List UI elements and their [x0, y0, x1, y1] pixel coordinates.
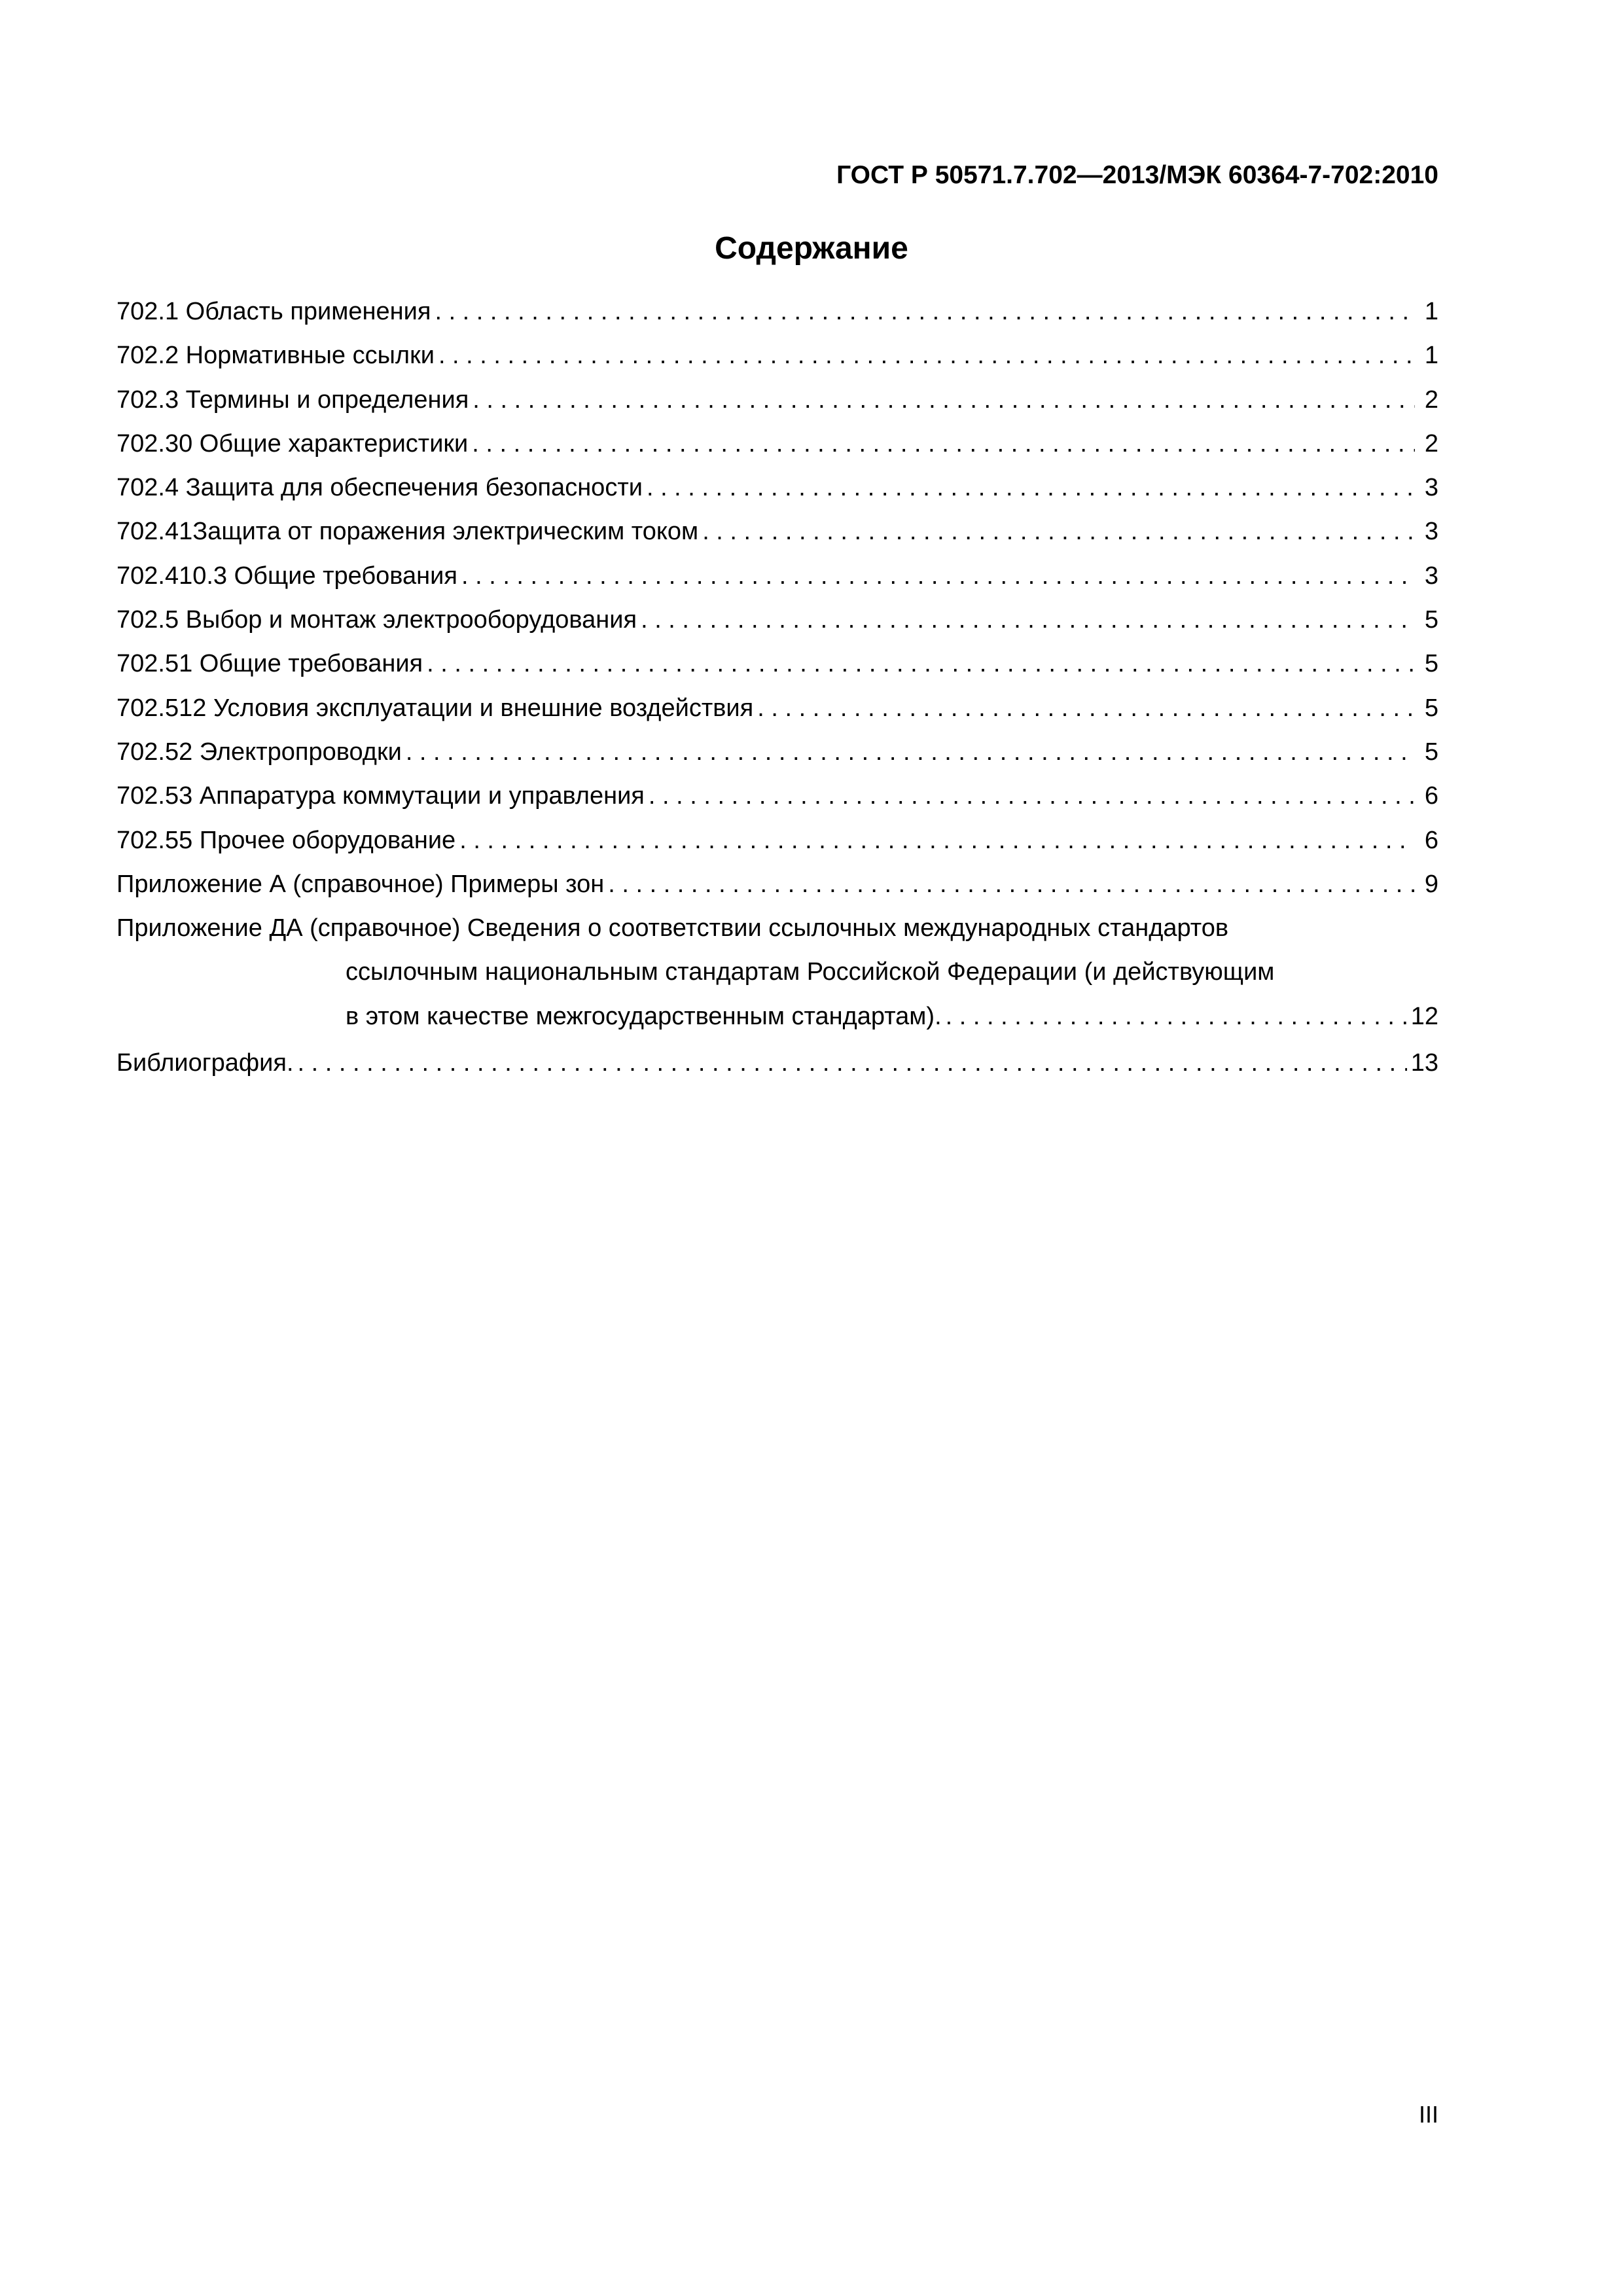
- dot-leader: [645, 782, 1415, 810]
- toc-entry-number: 702.30: [116, 429, 193, 457]
- toc-entry-title: Электропроводки: [199, 738, 402, 766]
- toc-entry[interactable]: [116, 606, 1438, 650]
- dot-leader: [643, 474, 1415, 502]
- dot-leader: [457, 562, 1415, 590]
- toc-entry-page: 6: [1424, 782, 1438, 810]
- toc-entry-title: Общие требования: [234, 562, 457, 590]
- toc-entry-number: 702.1: [116, 298, 179, 325]
- toc-entry-title: Область применения: [185, 298, 431, 325]
- toc-entry-title: Защита от поражения электрическим током: [192, 518, 699, 546]
- document-code: ГОСТ Р 50571.7.702—2013/МЭК 60364-7-702:2010: [836, 161, 1438, 189]
- toc-entry-page: 6: [1424, 826, 1438, 854]
- toc-entry[interactable]: [116, 827, 1438, 870]
- toc-entry-title: Общие характеристики: [199, 429, 469, 457]
- dot-leader: [435, 342, 1415, 370]
- toc-entry-bibliography[interactable]: [116, 1049, 1438, 1093]
- toc-entry[interactable]: [116, 474, 1438, 518]
- toc-entry-page: 9: [1424, 870, 1438, 898]
- toc-title: Содержание: [715, 231, 908, 266]
- dot-leader: [753, 694, 1415, 723]
- toc-entry-appendix-a[interactable]: [116, 870, 1438, 914]
- toc-entry-title: Библиография.: [116, 1049, 294, 1077]
- dot-leader: [423, 650, 1415, 678]
- toc-entry-number: 702.52: [116, 738, 193, 766]
- dot-leader: [468, 430, 1415, 458]
- table-of-contents: [116, 298, 1438, 1093]
- toc-entry-title: Общие требования: [199, 650, 423, 678]
- toc-entry-page: 3: [1424, 518, 1438, 546]
- toc-entry-number: 702.55: [116, 826, 193, 854]
- toc-entry-title-line2: ссылочным национальным стандартам Российской Федерации (и действующим: [346, 958, 1275, 986]
- toc-entry-number: 702.512: [116, 694, 207, 722]
- toc-entry-page: 5: [1424, 738, 1438, 766]
- toc-entry-title: Аппаратура коммутации и управления: [199, 782, 645, 810]
- toc-entry-number: 702.2: [116, 342, 179, 370]
- toc-entry-page: 3: [1424, 562, 1438, 590]
- toc-entry-number: 702.41: [116, 518, 193, 546]
- toc-entry-page: 1: [1424, 298, 1438, 325]
- toc-entry-number: 702.51: [116, 650, 193, 678]
- dot-leader: [698, 518, 1415, 546]
- dot-leader: [637, 606, 1415, 634]
- dot-leader: [469, 386, 1415, 414]
- page-number: III: [1418, 2101, 1438, 2128]
- toc-entry-title: Нормативные ссылки: [185, 342, 435, 370]
- toc-entry[interactable]: [116, 342, 1438, 386]
- toc-entry-page: 12: [1410, 1002, 1438, 1030]
- toc-entry[interactable]: [116, 430, 1438, 474]
- toc-entry[interactable]: [116, 650, 1438, 694]
- toc-entry[interactable]: [116, 562, 1438, 606]
- toc-entry-number: 702.410.3: [116, 562, 228, 590]
- toc-entry-title: Защита для обеспечения безопасности: [185, 474, 643, 502]
- toc-entry-title-line1: ДА (справочное) Сведения о соответствии ссылочных международных стандартов: [269, 914, 1229, 942]
- toc-entry-title: Условия эксплуатации и внешние воздействия: [213, 694, 754, 722]
- toc-entry-title: Выбор и монтаж электрооборудования: [185, 606, 637, 634]
- toc-entry-number: 702.4: [116, 474, 179, 502]
- toc-entry-page: 2: [1424, 386, 1438, 414]
- toc-entry-page: 13: [1410, 1049, 1438, 1077]
- dot-leader: [294, 1049, 1407, 1077]
- toc-entry-number: 702.5: [116, 606, 179, 634]
- toc-entry[interactable]: [116, 298, 1438, 342]
- toc-entry-title: А (справочное) Примеры зон: [269, 870, 605, 898]
- toc-entry[interactable]: [116, 738, 1438, 782]
- toc-entry-appendix-da[interactable]: [116, 914, 1438, 1047]
- toc-entry[interactable]: [116, 782, 1438, 826]
- toc-entry[interactable]: [116, 694, 1438, 738]
- toc-entry-label: Приложение: [116, 870, 262, 898]
- toc-entry-page: 5: [1424, 606, 1438, 634]
- toc-entry-title: Прочее оборудование: [199, 826, 456, 854]
- toc-entry-number: 702.3: [116, 386, 179, 414]
- toc-entry-number: 702.53: [116, 782, 193, 810]
- toc-entry-page: 2: [1424, 429, 1438, 457]
- toc-entry-page: 1: [1424, 342, 1438, 370]
- toc-entry[interactable]: [116, 518, 1438, 562]
- toc-entry-title: Термины и определения: [185, 386, 469, 414]
- toc-entry[interactable]: [116, 386, 1438, 430]
- dot-leader: [942, 1003, 1407, 1031]
- dot-leader: [455, 827, 1415, 855]
- toc-entry-page: 5: [1424, 694, 1438, 722]
- dot-leader: [604, 870, 1415, 899]
- dot-leader: [402, 738, 1415, 766]
- toc-entry-page: 3: [1424, 474, 1438, 502]
- toc-entry-page: 5: [1424, 650, 1438, 678]
- toc-entry-title-line3: в этом качестве межгосударственным стандартам).: [346, 1002, 942, 1030]
- dot-leader: [431, 298, 1415, 326]
- toc-entry-label: Приложение: [116, 914, 262, 942]
